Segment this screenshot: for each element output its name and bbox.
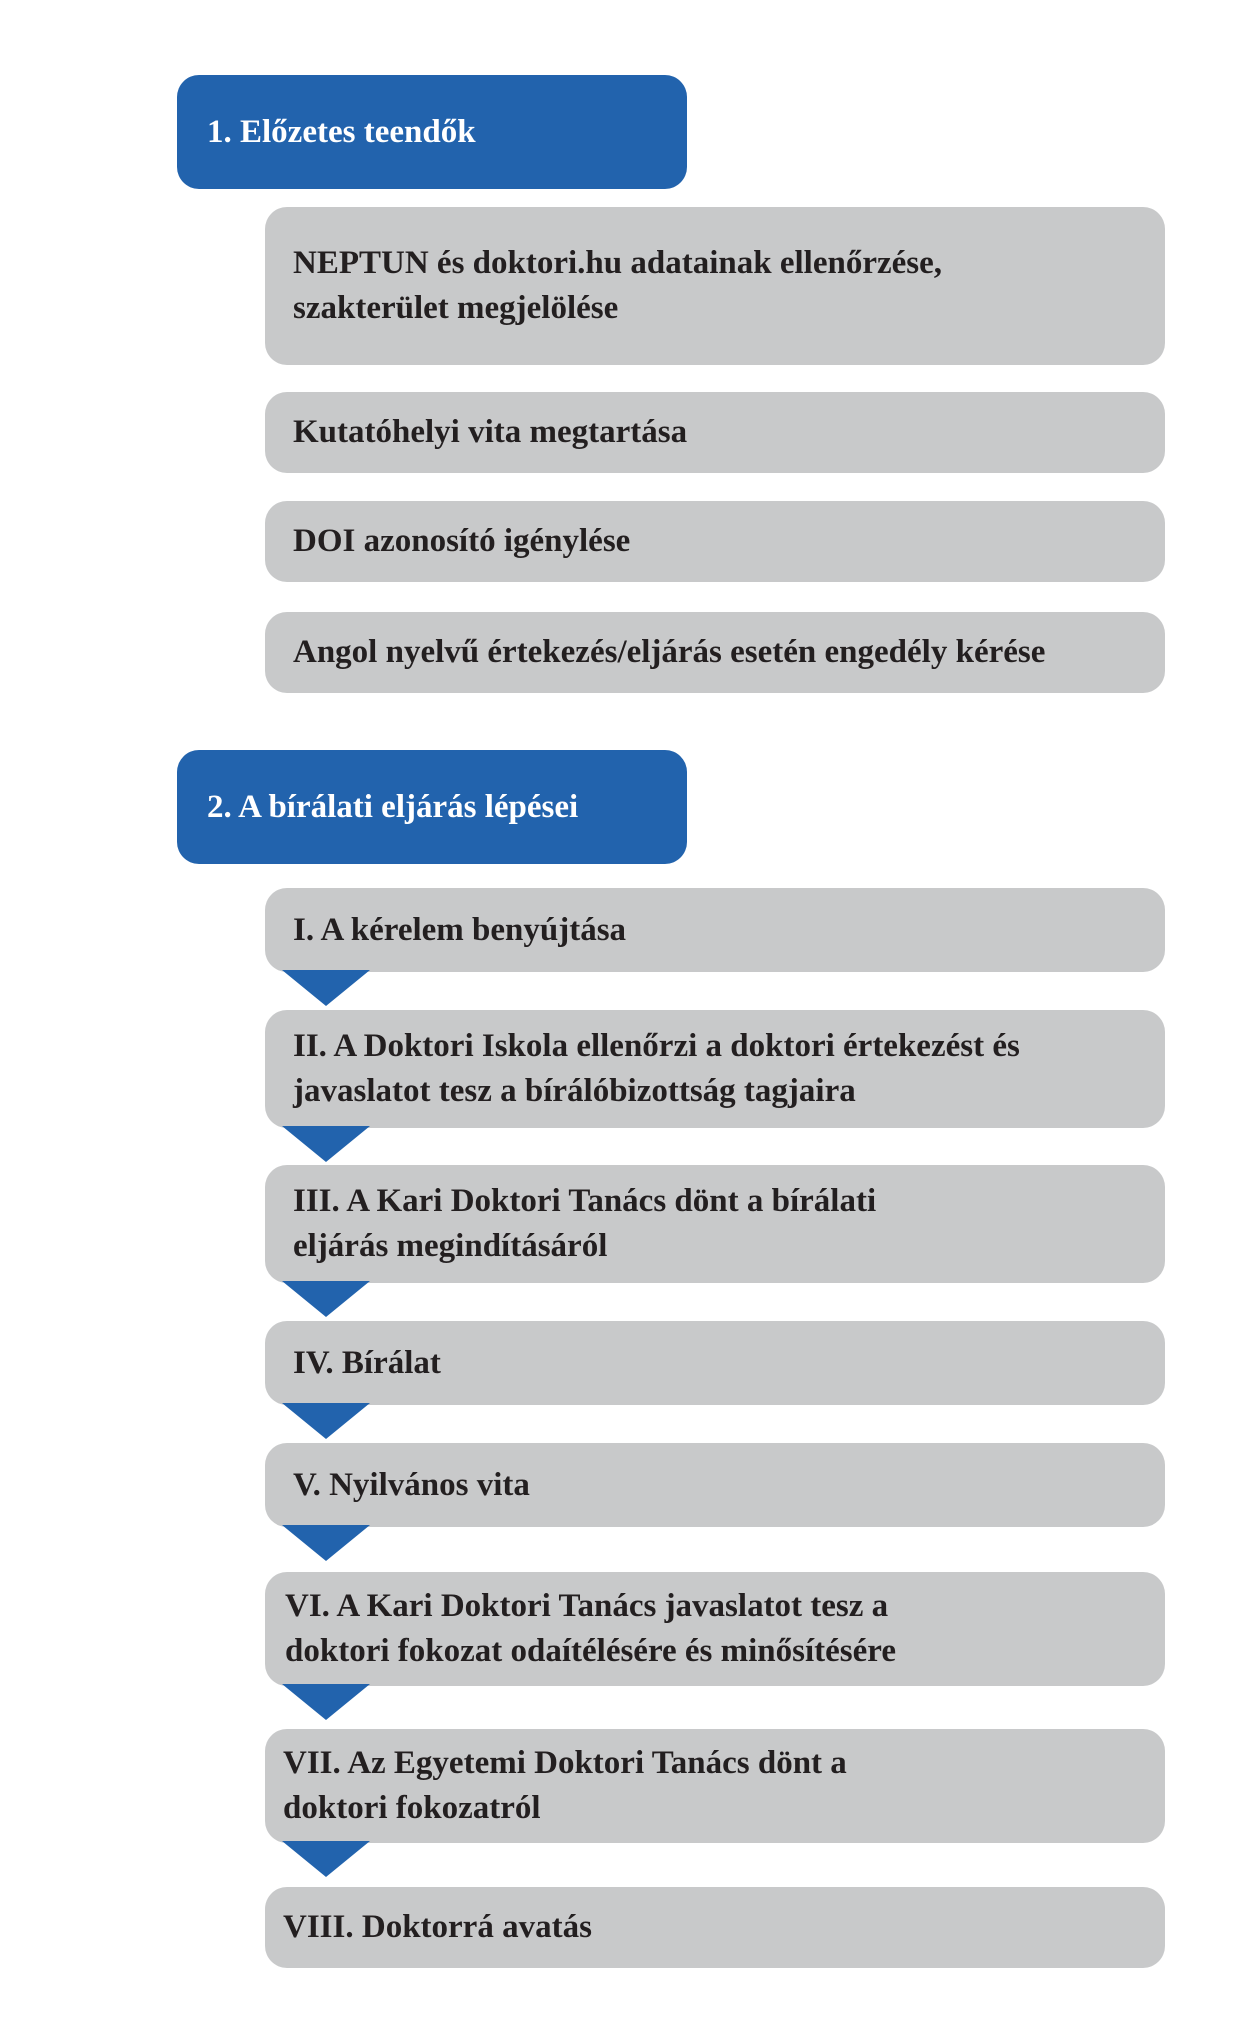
step-7	[265, 1729, 1165, 1843]
step-arrow-5	[282, 1525, 370, 1561]
step-arrow-3	[282, 1281, 370, 1317]
step-arrow-1	[282, 970, 370, 1006]
step-6	[265, 1572, 1165, 1686]
prep-item-3-label: DOI azonosító igénylése	[293, 523, 631, 559]
step-1-label: I. A kérelem benyújtása	[293, 911, 627, 948]
prep-item-2	[265, 392, 1165, 473]
step-5-label: V. Nyilvános vita	[293, 1466, 530, 1503]
step-8	[265, 1887, 1165, 1968]
section-2-title: 2. A bírálati eljárás lépései	[207, 788, 579, 825]
step-arrow-7	[282, 1841, 370, 1877]
step-3	[265, 1165, 1165, 1283]
step-arrow-2	[282, 1126, 370, 1162]
step-2	[265, 1010, 1165, 1128]
prep-item-2-label: Kutatóhelyi vita megtartása	[293, 414, 688, 450]
step-arrow-6	[282, 1684, 370, 1720]
step-4-label: IV. Bírálat	[293, 1344, 441, 1381]
prep-item-1	[265, 207, 1165, 365]
prep-item-3	[265, 501, 1165, 582]
prep-item-4-label: Angol nyelvű értekezés/eljárás esetén engedély kérése	[293, 634, 1046, 670]
step-6-label: VI. A Kari Doktori Tanács javaslatot tesz a doktori fokozat odaítélésére és minősítésére	[285, 1588, 896, 1669]
step-8-label: VIII. Doktorrá avatás	[283, 1909, 592, 1945]
prep-item-1-label: NEPTUN és doktori.hu adatainak ellenőrzése, szakterület megjelölése	[293, 245, 943, 326]
step-4	[265, 1321, 1165, 1405]
section-1-header	[177, 75, 687, 189]
step-arrow-4	[282, 1403, 370, 1439]
section-2-header	[177, 750, 687, 864]
step-2-label: II. A Doktori Iskola ellenőrzi a doktori értekezést és javaslatot tesz a bírálóbizottság tagjaira	[293, 1028, 1020, 1109]
step-7-label: VII. Az Egyetemi Doktori Tanács dönt a doktori fokozatról	[283, 1745, 847, 1826]
step-1	[265, 888, 1165, 972]
step-3-label: III. A Kari Doktori Tanács dönt a bírálati eljárás megindításáról	[293, 1183, 877, 1264]
section-1-title: 1. Előzetes teendők	[207, 113, 476, 150]
prep-item-4	[265, 612, 1165, 693]
step-5	[265, 1443, 1165, 1527]
